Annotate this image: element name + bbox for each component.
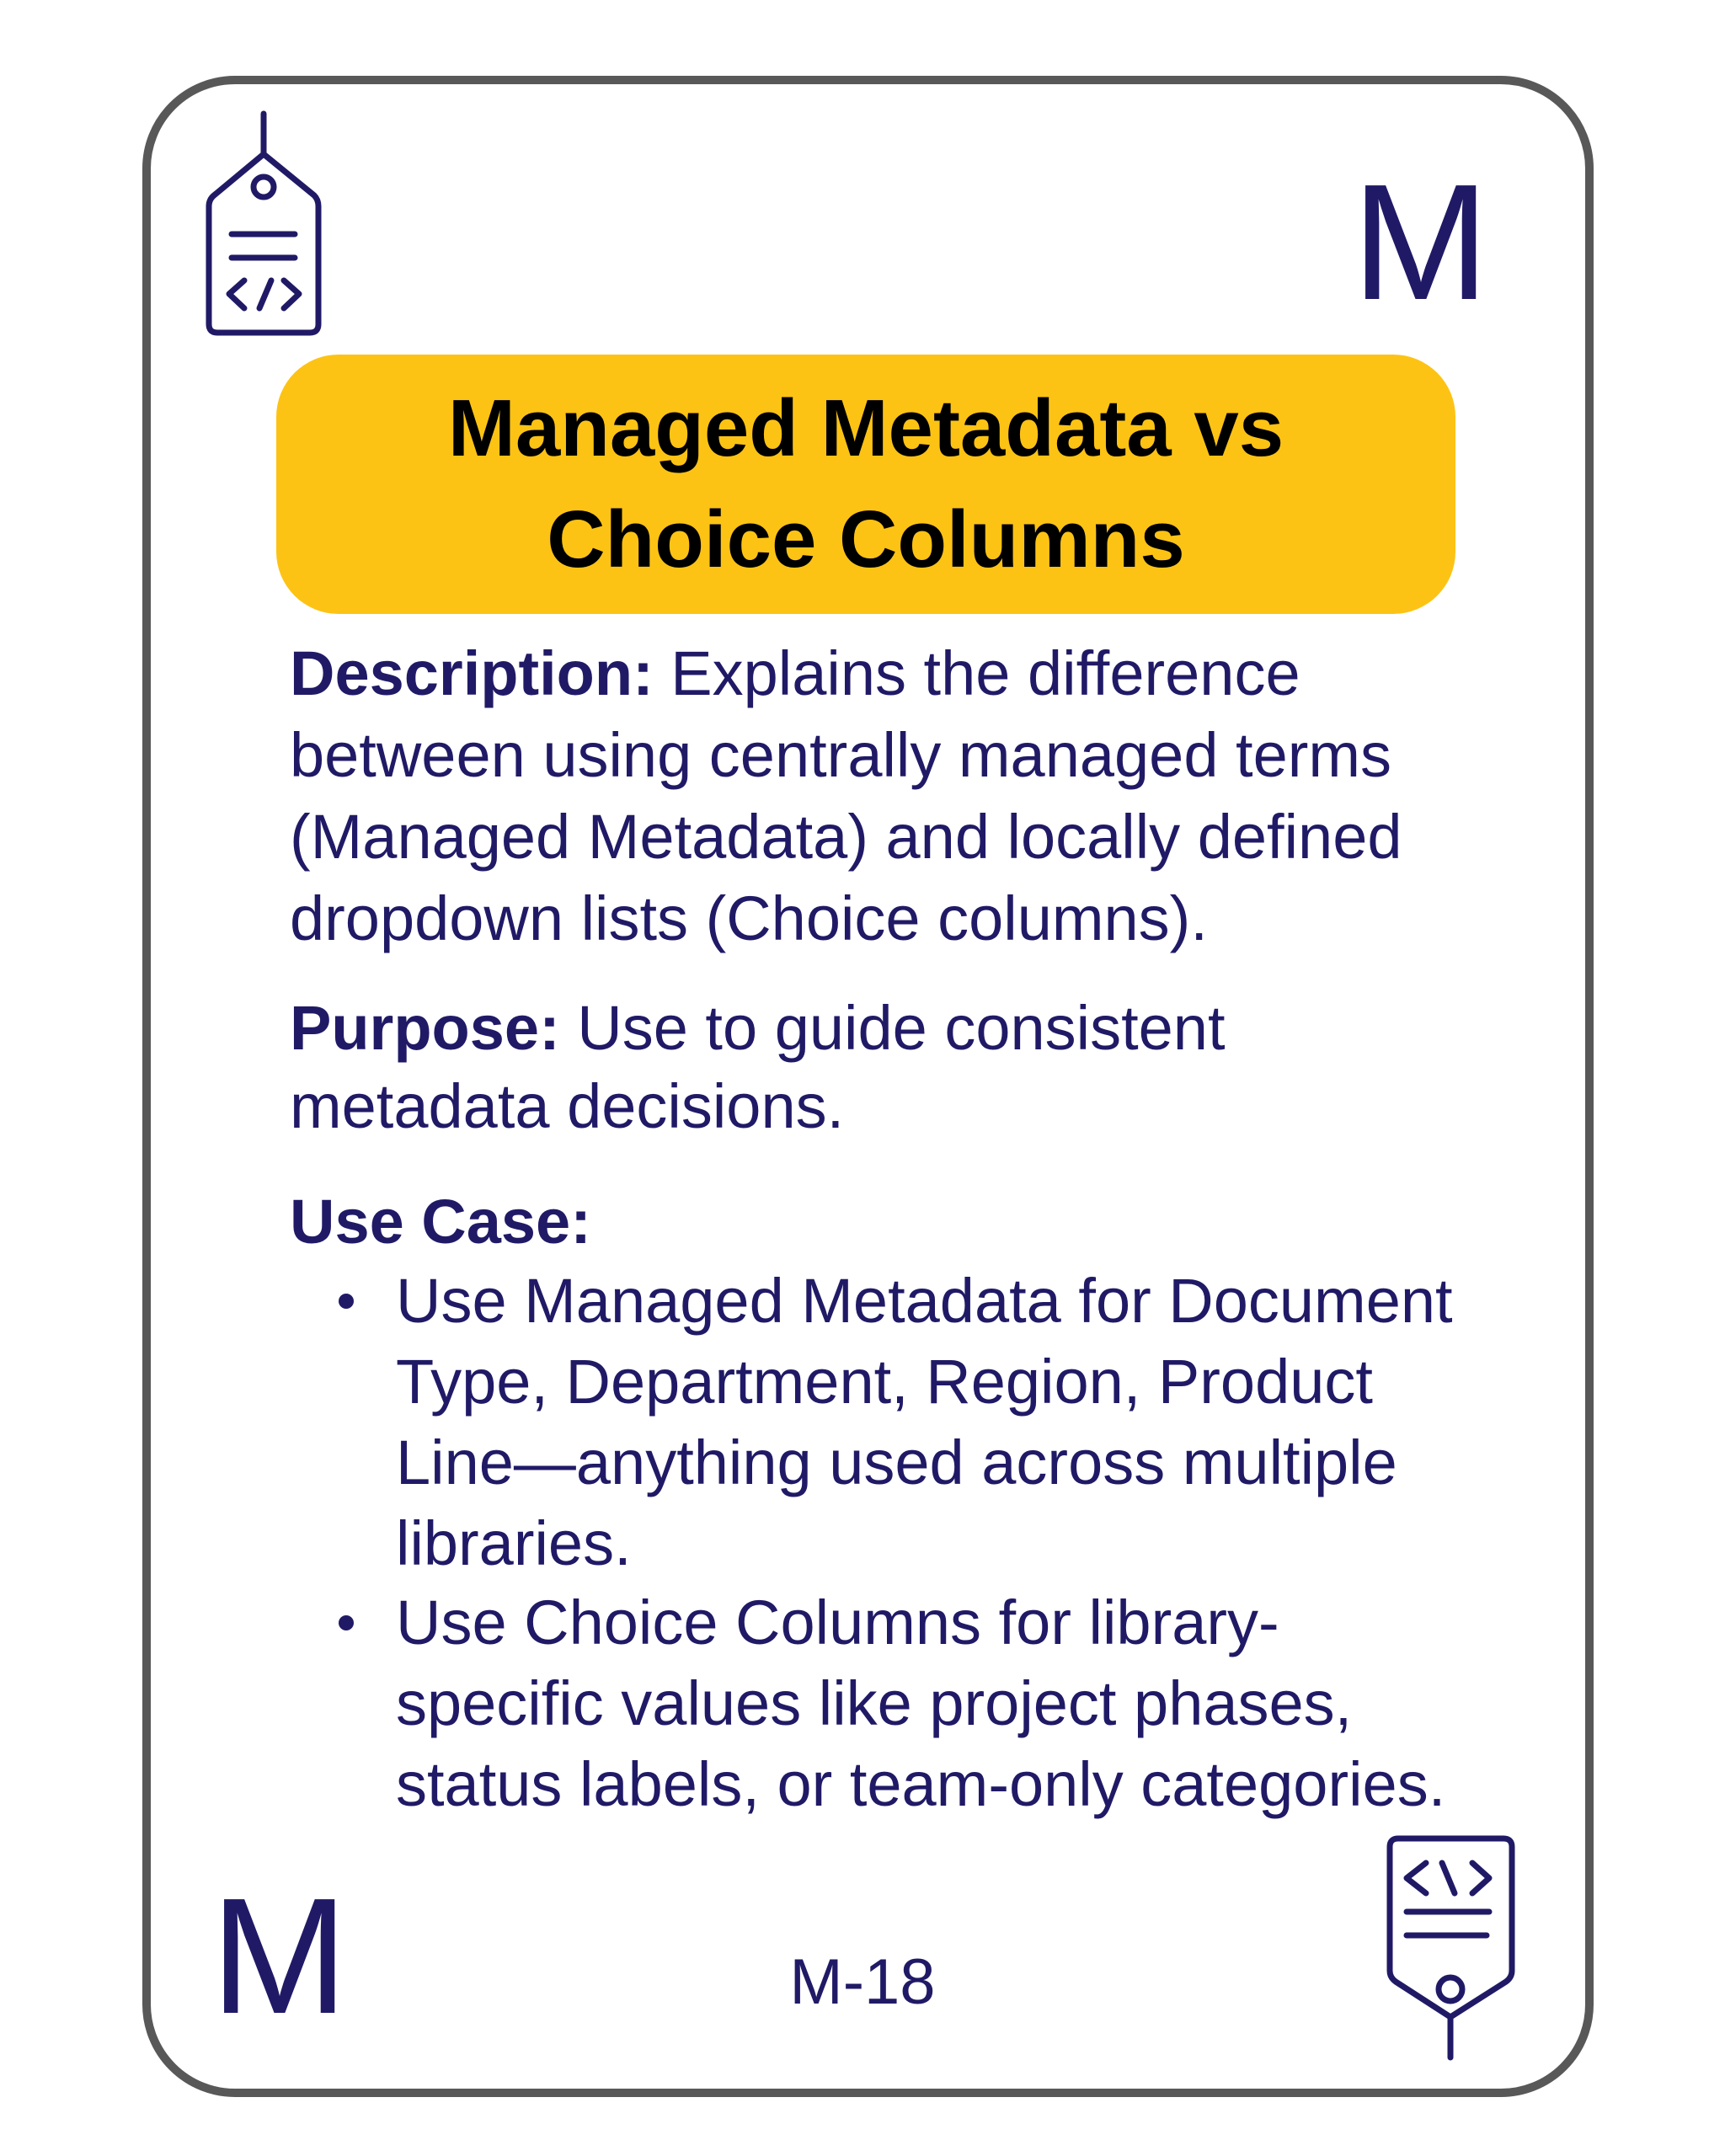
description-label: Description: xyxy=(290,638,654,708)
use-case-heading xyxy=(290,1181,591,1262)
title-banner xyxy=(276,355,1455,614)
description-text: Explains the difference between using centrally managed terms (Managed Metadata) and locally defined dropdown lists (Choice columns). xyxy=(290,638,1402,953)
use-case-label: Use Case: xyxy=(290,1187,591,1257)
list-item xyxy=(290,1261,1453,1584)
purpose xyxy=(290,989,1226,1145)
list-item-text: Use Managed Metadata for Document Type, Department, Region, Product Line—anything used across multiple libraries. xyxy=(396,1266,1453,1578)
description xyxy=(290,632,1402,959)
purpose-label: Purpose: xyxy=(290,993,560,1063)
bullet-icon xyxy=(339,1615,354,1630)
card-title: Managed Metadata vs Choice Columns xyxy=(447,383,1284,584)
list-item-text: Use Choice Columns for library- specific values like project phases, status labels, or team-only categories. xyxy=(396,1588,1446,1819)
list-item xyxy=(290,1582,1453,1825)
corner-letter-top-right: M xyxy=(1352,150,1490,334)
purpose-text: Use to guide consistent metadata decisions. xyxy=(290,993,1226,1141)
use-case-list xyxy=(290,1261,1453,1823)
bullet-icon xyxy=(339,1294,354,1309)
card-id: M-18 xyxy=(789,1946,936,2018)
corner-letter-bottom-left: M xyxy=(211,1864,349,2048)
code-tag-icon xyxy=(202,109,324,337)
